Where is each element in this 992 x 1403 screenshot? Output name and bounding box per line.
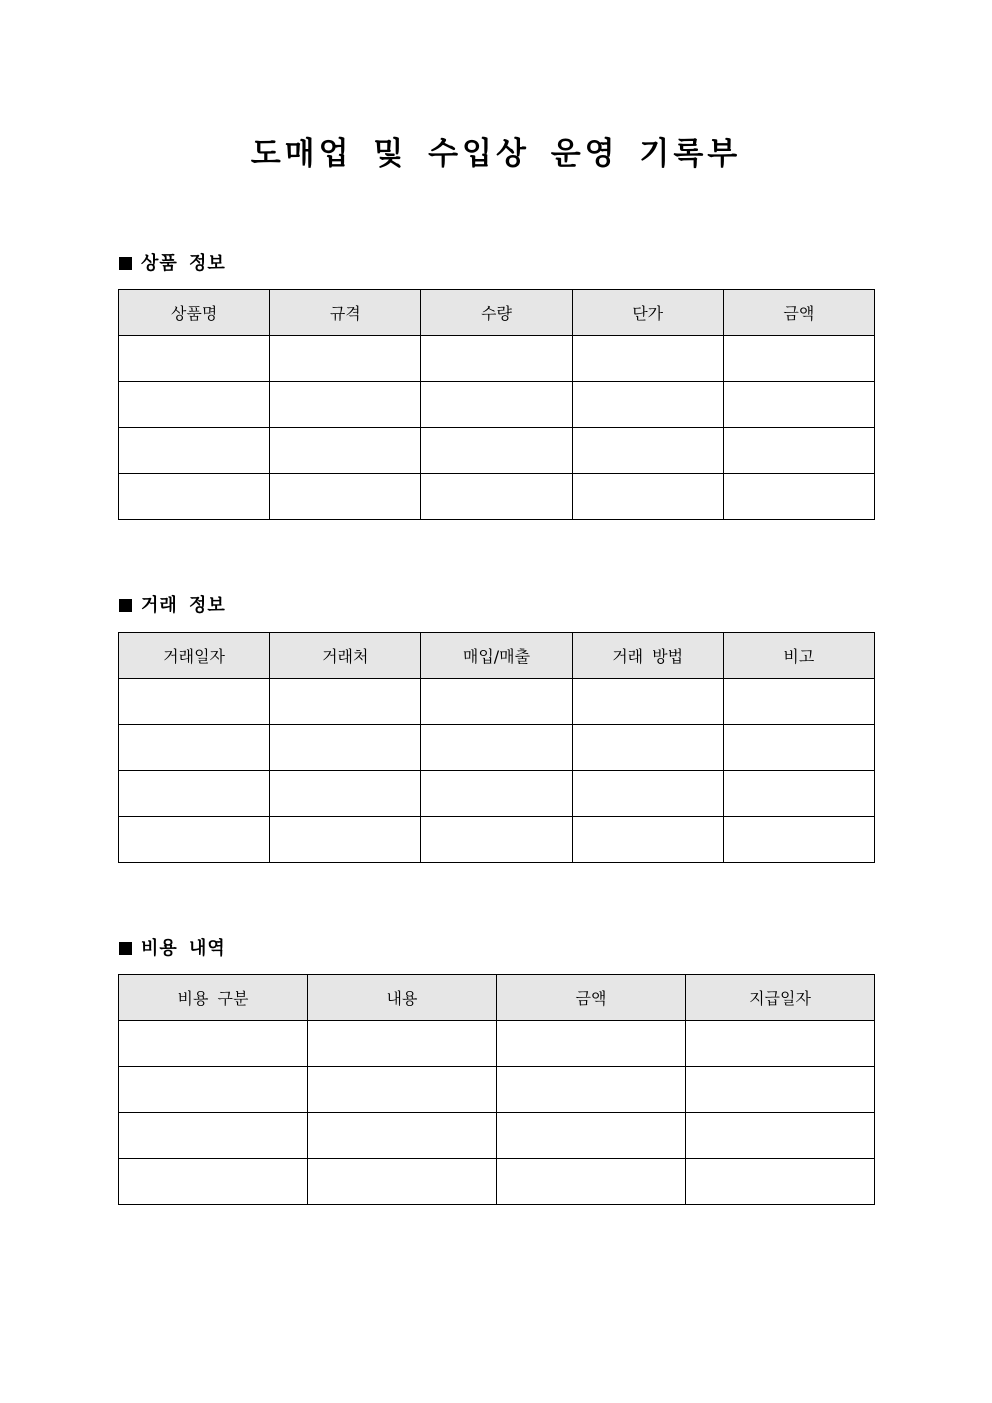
table-row bbox=[119, 336, 875, 382]
table-header-row bbox=[119, 290, 875, 336]
empty-cell[interactable] bbox=[723, 474, 874, 520]
section-heading-products bbox=[119, 251, 226, 277]
section-heading-expenses bbox=[119, 936, 226, 962]
empty-cell[interactable] bbox=[497, 1113, 686, 1159]
table-row bbox=[119, 771, 875, 817]
column-header: 단가 bbox=[572, 290, 723, 336]
section-heading-label: 비용 내역 bbox=[141, 938, 226, 959]
empty-cell[interactable] bbox=[119, 725, 270, 771]
empty-cell[interactable] bbox=[421, 817, 572, 863]
empty-cell[interactable] bbox=[270, 474, 421, 520]
empty-cell[interactable] bbox=[572, 474, 723, 520]
table-row bbox=[119, 1113, 875, 1159]
empty-cell[interactable] bbox=[270, 725, 421, 771]
column-header: 비용 구분 bbox=[119, 975, 308, 1021]
empty-cell[interactable] bbox=[270, 382, 421, 428]
table-header-row bbox=[119, 633, 875, 679]
empty-cell[interactable] bbox=[270, 817, 421, 863]
products-table bbox=[118, 289, 875, 520]
empty-cell[interactable] bbox=[723, 428, 874, 474]
empty-cell[interactable] bbox=[421, 382, 572, 428]
section-heading-label: 상품 정보 bbox=[141, 253, 226, 274]
empty-cell[interactable] bbox=[308, 1113, 497, 1159]
empty-cell[interactable] bbox=[572, 771, 723, 817]
table-row bbox=[119, 1067, 875, 1113]
empty-cell[interactable] bbox=[119, 1113, 308, 1159]
empty-cell[interactable] bbox=[686, 1021, 875, 1067]
column-header: 비고 bbox=[723, 633, 874, 679]
empty-cell[interactable] bbox=[421, 428, 572, 474]
empty-cell[interactable] bbox=[723, 382, 874, 428]
empty-cell[interactable] bbox=[119, 428, 270, 474]
empty-cell[interactable] bbox=[686, 1067, 875, 1113]
empty-cell[interactable] bbox=[308, 1067, 497, 1113]
empty-cell[interactable] bbox=[308, 1159, 497, 1205]
table-header-row bbox=[119, 975, 875, 1021]
empty-cell[interactable] bbox=[270, 336, 421, 382]
column-header: 금액 bbox=[497, 975, 686, 1021]
section-heading-trades bbox=[119, 593, 226, 619]
empty-cell[interactable] bbox=[270, 771, 421, 817]
empty-cell[interactable] bbox=[119, 336, 270, 382]
empty-cell[interactable] bbox=[119, 1021, 308, 1067]
table-row bbox=[119, 1021, 875, 1067]
empty-cell[interactable] bbox=[572, 428, 723, 474]
column-header: 상품명 bbox=[119, 290, 270, 336]
trades-table bbox=[118, 632, 875, 863]
table-row bbox=[119, 679, 875, 725]
empty-cell[interactable] bbox=[421, 679, 572, 725]
square-bullet-icon bbox=[119, 257, 132, 270]
document-title: 도매업 및 수입상 운영 기록부 bbox=[250, 136, 742, 172]
square-bullet-icon bbox=[119, 942, 132, 955]
empty-cell[interactable] bbox=[270, 428, 421, 474]
table-row bbox=[119, 474, 875, 520]
empty-cell[interactable] bbox=[572, 725, 723, 771]
column-header: 규격 bbox=[270, 290, 421, 336]
empty-cell[interactable] bbox=[572, 382, 723, 428]
column-header: 매입/매출 bbox=[421, 633, 572, 679]
column-header: 거래일자 bbox=[119, 633, 270, 679]
table-row bbox=[119, 1159, 875, 1205]
empty-cell[interactable] bbox=[119, 1159, 308, 1205]
empty-cell[interactable] bbox=[119, 474, 270, 520]
empty-cell[interactable] bbox=[686, 1159, 875, 1205]
empty-cell[interactable] bbox=[421, 771, 572, 817]
table-row bbox=[119, 817, 875, 863]
empty-cell[interactable] bbox=[723, 817, 874, 863]
column-header: 금액 bbox=[723, 290, 874, 336]
table-row bbox=[119, 428, 875, 474]
empty-cell[interactable] bbox=[572, 336, 723, 382]
empty-cell[interactable] bbox=[723, 725, 874, 771]
column-header: 거래 방법 bbox=[572, 633, 723, 679]
table-row bbox=[119, 725, 875, 771]
expenses-table bbox=[118, 974, 875, 1205]
empty-cell[interactable] bbox=[119, 679, 270, 725]
empty-cell[interactable] bbox=[497, 1159, 686, 1205]
table-row bbox=[119, 382, 875, 428]
square-bullet-icon bbox=[119, 599, 132, 612]
empty-cell[interactable] bbox=[119, 817, 270, 863]
empty-cell[interactable] bbox=[723, 679, 874, 725]
column-header: 지급일자 bbox=[686, 975, 875, 1021]
section-heading-label: 거래 정보 bbox=[141, 595, 226, 616]
empty-cell[interactable] bbox=[119, 771, 270, 817]
empty-cell[interactable] bbox=[723, 336, 874, 382]
empty-cell[interactable] bbox=[119, 1067, 308, 1113]
empty-cell[interactable] bbox=[308, 1021, 497, 1067]
empty-cell[interactable] bbox=[572, 817, 723, 863]
empty-cell[interactable] bbox=[497, 1067, 686, 1113]
column-header: 내용 bbox=[308, 975, 497, 1021]
empty-cell[interactable] bbox=[270, 679, 421, 725]
column-header: 수량 bbox=[421, 290, 572, 336]
empty-cell[interactable] bbox=[421, 725, 572, 771]
empty-cell[interactable] bbox=[572, 679, 723, 725]
column-header: 거래처 bbox=[270, 633, 421, 679]
empty-cell[interactable] bbox=[686, 1113, 875, 1159]
empty-cell[interactable] bbox=[421, 336, 572, 382]
empty-cell[interactable] bbox=[497, 1021, 686, 1067]
empty-cell[interactable] bbox=[421, 474, 572, 520]
empty-cell[interactable] bbox=[119, 382, 270, 428]
empty-cell[interactable] bbox=[723, 771, 874, 817]
